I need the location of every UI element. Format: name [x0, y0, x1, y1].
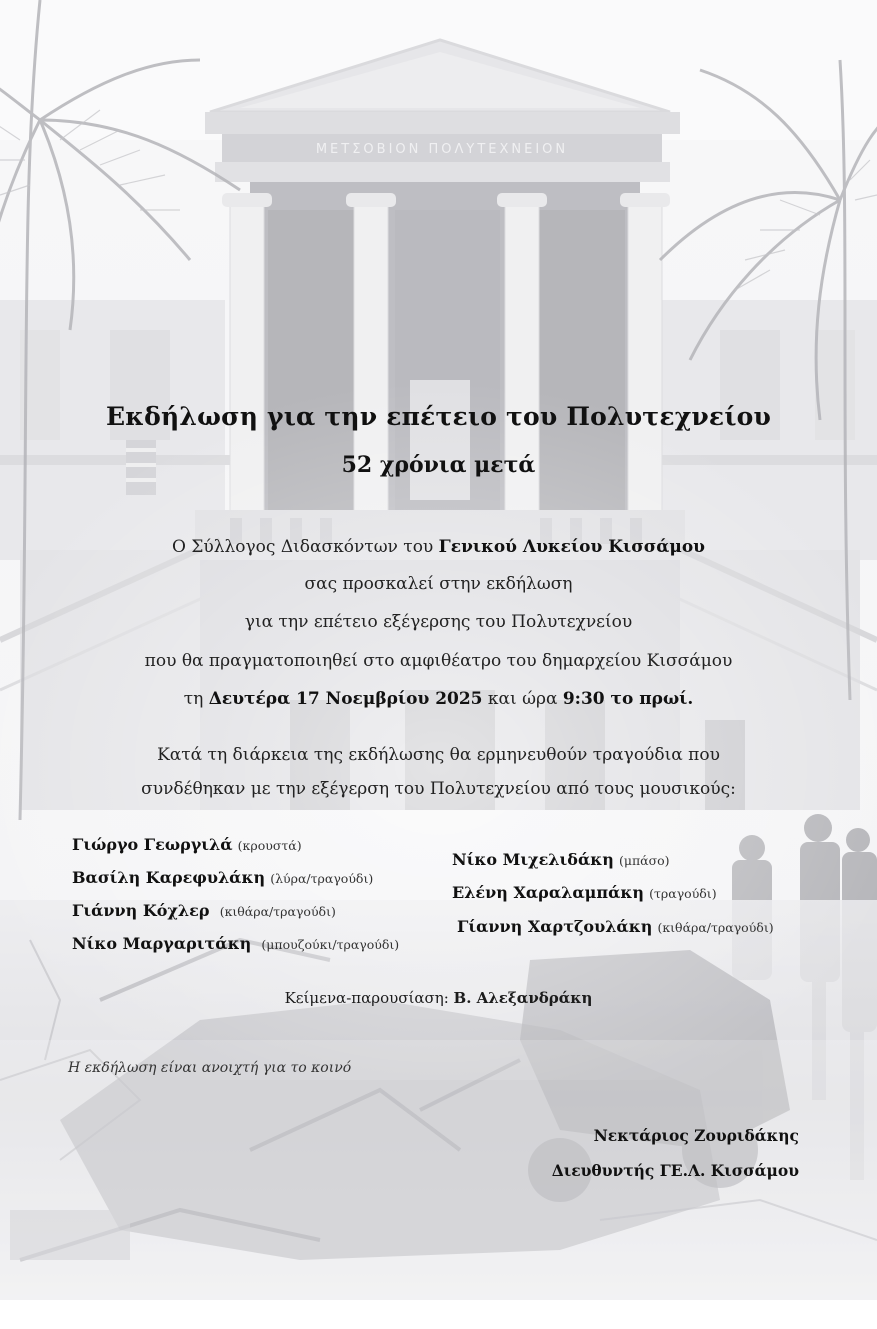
musician-name: Βασίλη Καρεφυλάκη — [72, 868, 266, 887]
musician-left-2 — [72, 868, 373, 887]
musician-role: (μπουζούκι/τραγούδι) — [261, 937, 400, 952]
invitation-line-5 — [0, 688, 877, 710]
event-title: Εκδήλωση για την επέτειο του Πολυτεχνείου — [105, 402, 772, 431]
public-note: Η εκδήλωση είναι ανοιχτή για το κοινό — [68, 1060, 352, 1076]
program-line-2: συνδέθηκαν με την εξέγερση του Πολυτεχνείου από τους μουσικούς: — [141, 779, 736, 799]
musician-name: Νίκο Μιχελιδάκη — [452, 850, 614, 869]
bottom-margin — [0, 1300, 877, 1329]
musician-role: (τραγούδι) — [649, 886, 717, 901]
musician-name: Γιάννη Κόχλερ — [72, 901, 210, 920]
musician-role: (κρουστά) — [237, 838, 302, 853]
presenter-name: Β. Αλεξανδράκη — [453, 989, 593, 1007]
school-name: Γενικού Λυκείου Κισσάμου — [438, 537, 705, 557]
invitation-line-1 — [0, 536, 877, 558]
building-inscription: ΜΕΤΣΟΒΙΟΝ ΠΟΛΥΤΕΧΝΕΙΟΝ — [315, 142, 569, 157]
program-line-1: Κατά τη διάρκεια της εκδήλωσης θα ερμηνευθούν τραγούδια που — [157, 745, 720, 765]
musician-name: Νίκο Μαργαριτάκη — [72, 934, 252, 953]
musician-role: (μπάσο) — [618, 853, 670, 868]
invitation-line-2: σας προσκαλεί στην εκδήλωση — [304, 574, 573, 594]
musician-left-4 — [72, 934, 399, 953]
musician-right-1 — [452, 850, 670, 869]
musician-role: (κιθάρα/τραγούδι) — [657, 920, 774, 935]
event-date: Δευτέρα 17 Νοεμβρίου 2025 — [208, 689, 483, 709]
musician-right-3 — [457, 917, 774, 936]
musician-role: (κιθάρα/τραγούδι) — [219, 904, 336, 919]
presentation-credit — [0, 989, 877, 1007]
musician-role: (λύρα/τραγούδι) — [270, 871, 374, 886]
date-prefix: τη — [183, 689, 209, 709]
presentation-label: Κείμενα-παρουσίαση: — [284, 989, 454, 1007]
musician-name: Γίαννη Χαρτζουλάκη — [457, 917, 653, 936]
musician-right-2 — [452, 883, 717, 902]
invitation-line-4: που θα πραγματοποιηθεί στο αμφιθέατρο του δημαρχείου Κισσάμου — [144, 651, 733, 671]
musician-left-3 — [72, 901, 336, 920]
musician-left-1 — [72, 835, 302, 854]
musician-name: Ελένη Χαραλαμπάκη — [452, 883, 645, 902]
event-subtitle: 52 χρόνια μετά — [341, 452, 536, 478]
time-prefix: και ώρα — [482, 689, 563, 709]
musician-name: Γιώργο Γεωργιλά — [72, 835, 233, 854]
signature-name: Νεκτάριος Ζουριδάκης — [593, 1126, 799, 1145]
invitation-line-1-prefix: Ο Σύλλογος Διδασκόντων του — [172, 537, 439, 557]
invitation-line-3: για την επέτειο εξέγερσης του Πολυτεχνείου — [244, 612, 633, 632]
event-time: 9:30 το πρωί. — [562, 689, 694, 709]
signature-position: Διευθυντής ΓΕ.Λ. Κισσάμου — [551, 1161, 799, 1180]
